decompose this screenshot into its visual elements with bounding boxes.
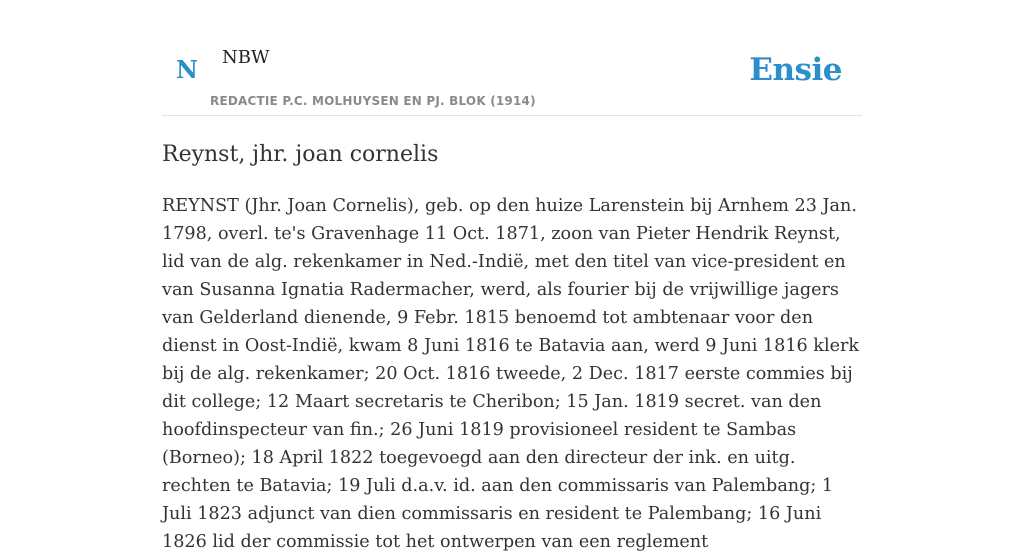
source-logo[interactable]: N <box>176 55 198 84</box>
article-title: Reynst, jhr. joan cornelis <box>162 142 439 167</box>
brand-logo[interactable]: Ensie <box>749 52 842 88</box>
source-subtitle: REDACTIE P.C. MOLHUYSEN EN PJ. BLOK (1914) <box>210 94 536 108</box>
article-body: REYNST (Jhr. Joan Cornelis), geb. op den huize Larenstein bij Arnhem 23 Jan. 1798, overl. te's Gravenhage 11 Oct. 1871, zoon van Pieter Hendrik Reynst, lid van de alg. rekenkamer in Ned.-Indië, met den titel van vice-president en van Susanna Ignatia Radermacher, werd, als fourier bij de vrijwillige jagers van Gelderland dienende, 9 Febr. 1815 benoemd tot ambtenaar voor den dienst in Oost-Indië, kwam 8 Juni 1816 te Batavia aan, werd 9 Juni 1816 klerk bij de alg. rekenkamer; 20 Oct. 1816 tweede, 2 Dec. 1817 eerste commies bij dit college; 12 Maart secretaris te Cheribon; 15 Jan. 1819 secret. van den hoofdinspecteur van fin.; 26 Juni 1819 provisioneel resident te Sambas (Borneo); 18 April 1822 toegevoegd aan den directeur der ink. en uitg. rechten te Batavia; 19 Juli d.a.v. id. aan den commissaris van Palembang; 1 Juli 1823 adjunct van dien commissaris en resident te Palembang; 16 Juni 1826 lid der commissie tot het ontwerpen van een reglement <box>162 196 860 552</box>
source-title[interactable]: NBW <box>222 47 270 68</box>
header <box>162 0 862 116</box>
